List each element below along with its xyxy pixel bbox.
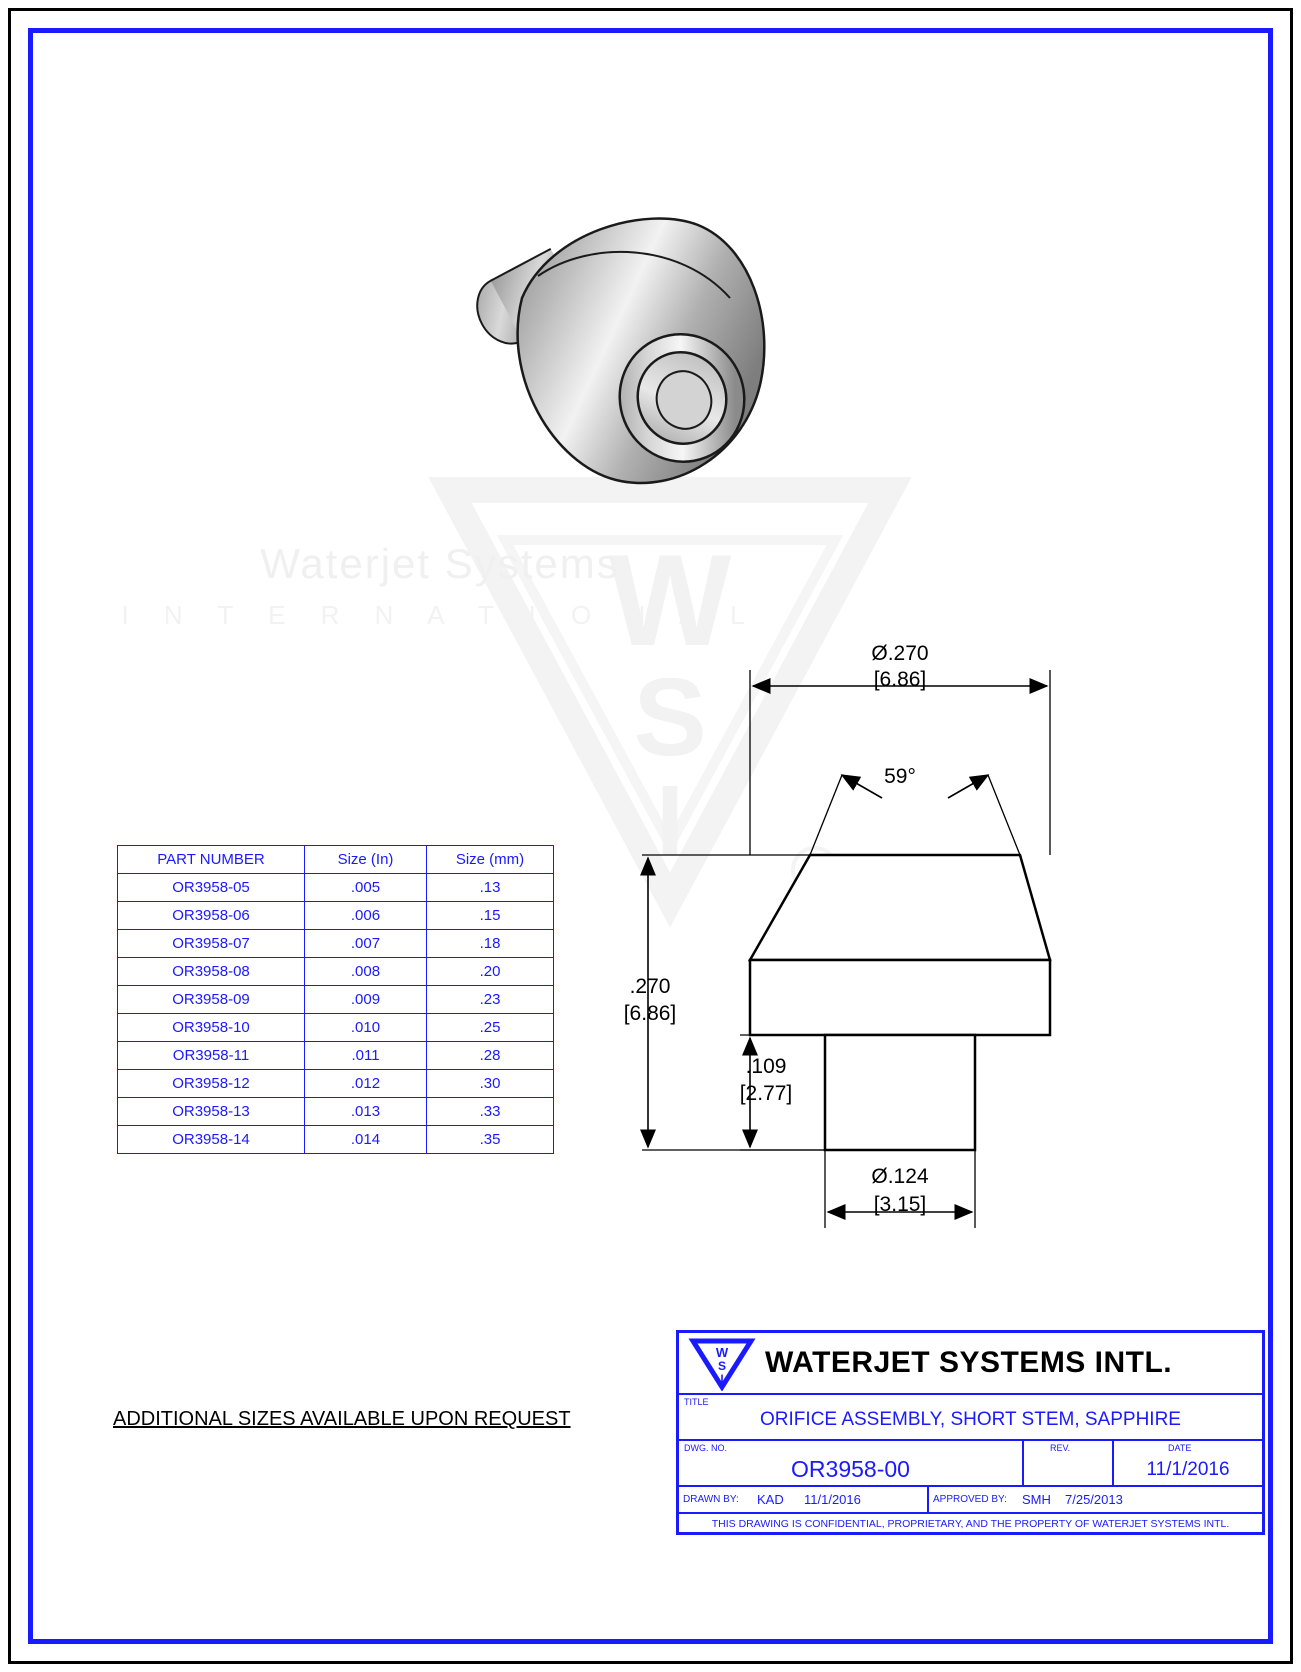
cell-part-number: OR3958-10	[118, 1014, 305, 1042]
svg-text:S: S	[633, 656, 707, 779]
approved-by-value: SMH	[1022, 1492, 1051, 1507]
additional-sizes-note: ADDITIONAL SIZES AVAILABLE UPON REQUEST	[113, 1408, 571, 1430]
cell-part-number: OR3958-07	[118, 930, 305, 958]
wsi-logo-icon	[687, 1335, 757, 1391]
table-row	[118, 1042, 554, 1070]
dwg-no-caption: DWG. NO.	[684, 1443, 727, 1453]
company-name: WATERJET SYSTEMS INTL.	[765, 1346, 1173, 1379]
confidentiality-notice: THIS DRAWING IS CONFIDENTIAL, PROPRIETARY, AND THE PROPERTY OF WATERJET SYSTEMS INTL.	[711, 1518, 1230, 1530]
table-row	[118, 1126, 554, 1154]
table-row	[118, 930, 554, 958]
cell-part-number: OR3958-09	[118, 986, 305, 1014]
cell-size-mm: .20	[427, 958, 554, 986]
table-row	[118, 986, 554, 1014]
cell-size-mm: .28	[427, 1042, 554, 1070]
svg-text:W: W	[715, 1345, 729, 1360]
cell-size-mm: .23	[427, 986, 554, 1014]
cell-size-in: .010	[305, 1014, 427, 1042]
cell-part-number: OR3958-14	[118, 1126, 305, 1154]
isometric-part-view	[430, 180, 810, 520]
title-block-dwg-row	[679, 1441, 1262, 1487]
dim-top-diameter-mm: [6.86]	[873, 668, 927, 691]
cell-size-mm: .15	[427, 902, 554, 930]
cell-size-in: .009	[305, 986, 427, 1014]
date-caption: DATE	[1168, 1443, 1192, 1453]
cell-size-mm: .30	[427, 1070, 554, 1098]
cell-size-mm: .13	[427, 874, 554, 902]
cell-size-in: .011	[305, 1042, 427, 1070]
table-row	[118, 874, 554, 902]
dim-stem-length-mm: [2.77]	[739, 1082, 793, 1105]
dimensioned-section-view	[620, 642, 1080, 1270]
cell-size-in: .008	[305, 958, 427, 986]
cell-size-mm: .18	[427, 930, 554, 958]
svg-text:W: W	[608, 527, 732, 673]
drawing-title: ORIFICE ASSEMBLY, SHORT STEM, SAPPHIRE	[760, 1409, 1181, 1430]
table-row	[118, 1098, 554, 1126]
approved-by-date: 7/25/2013	[1065, 1492, 1123, 1507]
drawn-by-cell	[679, 1487, 929, 1512]
rev-cell	[1024, 1441, 1114, 1485]
cell-part-number: OR3958-11	[118, 1042, 305, 1070]
cell-size-in: .006	[305, 902, 427, 930]
watermark-text-primary: Waterjet Systems	[260, 540, 620, 587]
watermark-text-secondary: I N T E R N A T I O N A L	[121, 600, 759, 630]
cell-size-in: .014	[305, 1126, 427, 1154]
table-header-row	[118, 846, 554, 874]
title-block-confidential-row	[679, 1514, 1262, 1535]
cell-part-number: OR3958-08	[118, 958, 305, 986]
cell-part-number: OR3958-13	[118, 1098, 305, 1126]
cell-size-in: .005	[305, 874, 427, 902]
table-row	[118, 958, 554, 986]
title-block-signoff-row	[679, 1487, 1262, 1514]
part-number-table	[117, 845, 554, 1154]
drawn-by-date: 11/1/2016	[804, 1492, 861, 1507]
svg-text:I: I	[656, 765, 684, 877]
column-header-size-mm: Size (mm)	[427, 846, 554, 874]
cell-size-mm: .25	[427, 1014, 554, 1042]
table-row	[118, 1070, 554, 1098]
drawn-by-value: KAD	[757, 1492, 784, 1507]
column-header-part-number: PART NUMBER	[118, 846, 305, 874]
dim-stem-length-in: .109	[745, 1055, 787, 1078]
column-header-size-in: Size (In)	[305, 846, 427, 874]
cell-size-in: .013	[305, 1098, 427, 1126]
approved-by-caption: APPROVED BY:	[933, 1494, 1007, 1505]
cell-size-in: .012	[305, 1070, 427, 1098]
dim-top-diameter-in: Ø.270	[871, 642, 929, 665]
cell-size-mm: .33	[427, 1098, 554, 1126]
cell-part-number: OR3958-12	[118, 1070, 305, 1098]
cell-size-in: .007	[305, 930, 427, 958]
cell-size-mm: .35	[427, 1126, 554, 1154]
dwg-no-cell	[679, 1441, 1024, 1485]
table-row	[118, 1014, 554, 1042]
dim-stem-diameter-in: Ø.124	[871, 1165, 929, 1188]
title-block-title-row	[679, 1395, 1262, 1441]
drawn-by-caption: DRAWN BY:	[683, 1494, 739, 1505]
cell-part-number: OR3958-05	[118, 874, 305, 902]
dim-cone-angle: 59°	[884, 765, 916, 788]
approved-by-cell	[929, 1487, 1262, 1512]
dim-stem-diameter-mm: [3.15]	[873, 1193, 927, 1216]
dwg-no-value: OR3958-00	[791, 1456, 910, 1482]
svg-text:S: S	[717, 1359, 727, 1373]
cell-part-number: OR3958-06	[118, 902, 305, 930]
title-block	[676, 1330, 1265, 1535]
title-block-company-row	[679, 1333, 1262, 1395]
date-value: 11/1/2016	[1146, 1459, 1230, 1480]
dim-height-mm: [6.86]	[623, 1002, 677, 1025]
dim-height-in: .270	[629, 975, 671, 998]
title-caption: TITLE	[684, 1397, 709, 1407]
date-cell	[1114, 1441, 1262, 1485]
rev-caption: REV.	[1050, 1443, 1071, 1453]
table-row	[118, 902, 554, 930]
svg-text:I: I	[720, 1373, 724, 1385]
